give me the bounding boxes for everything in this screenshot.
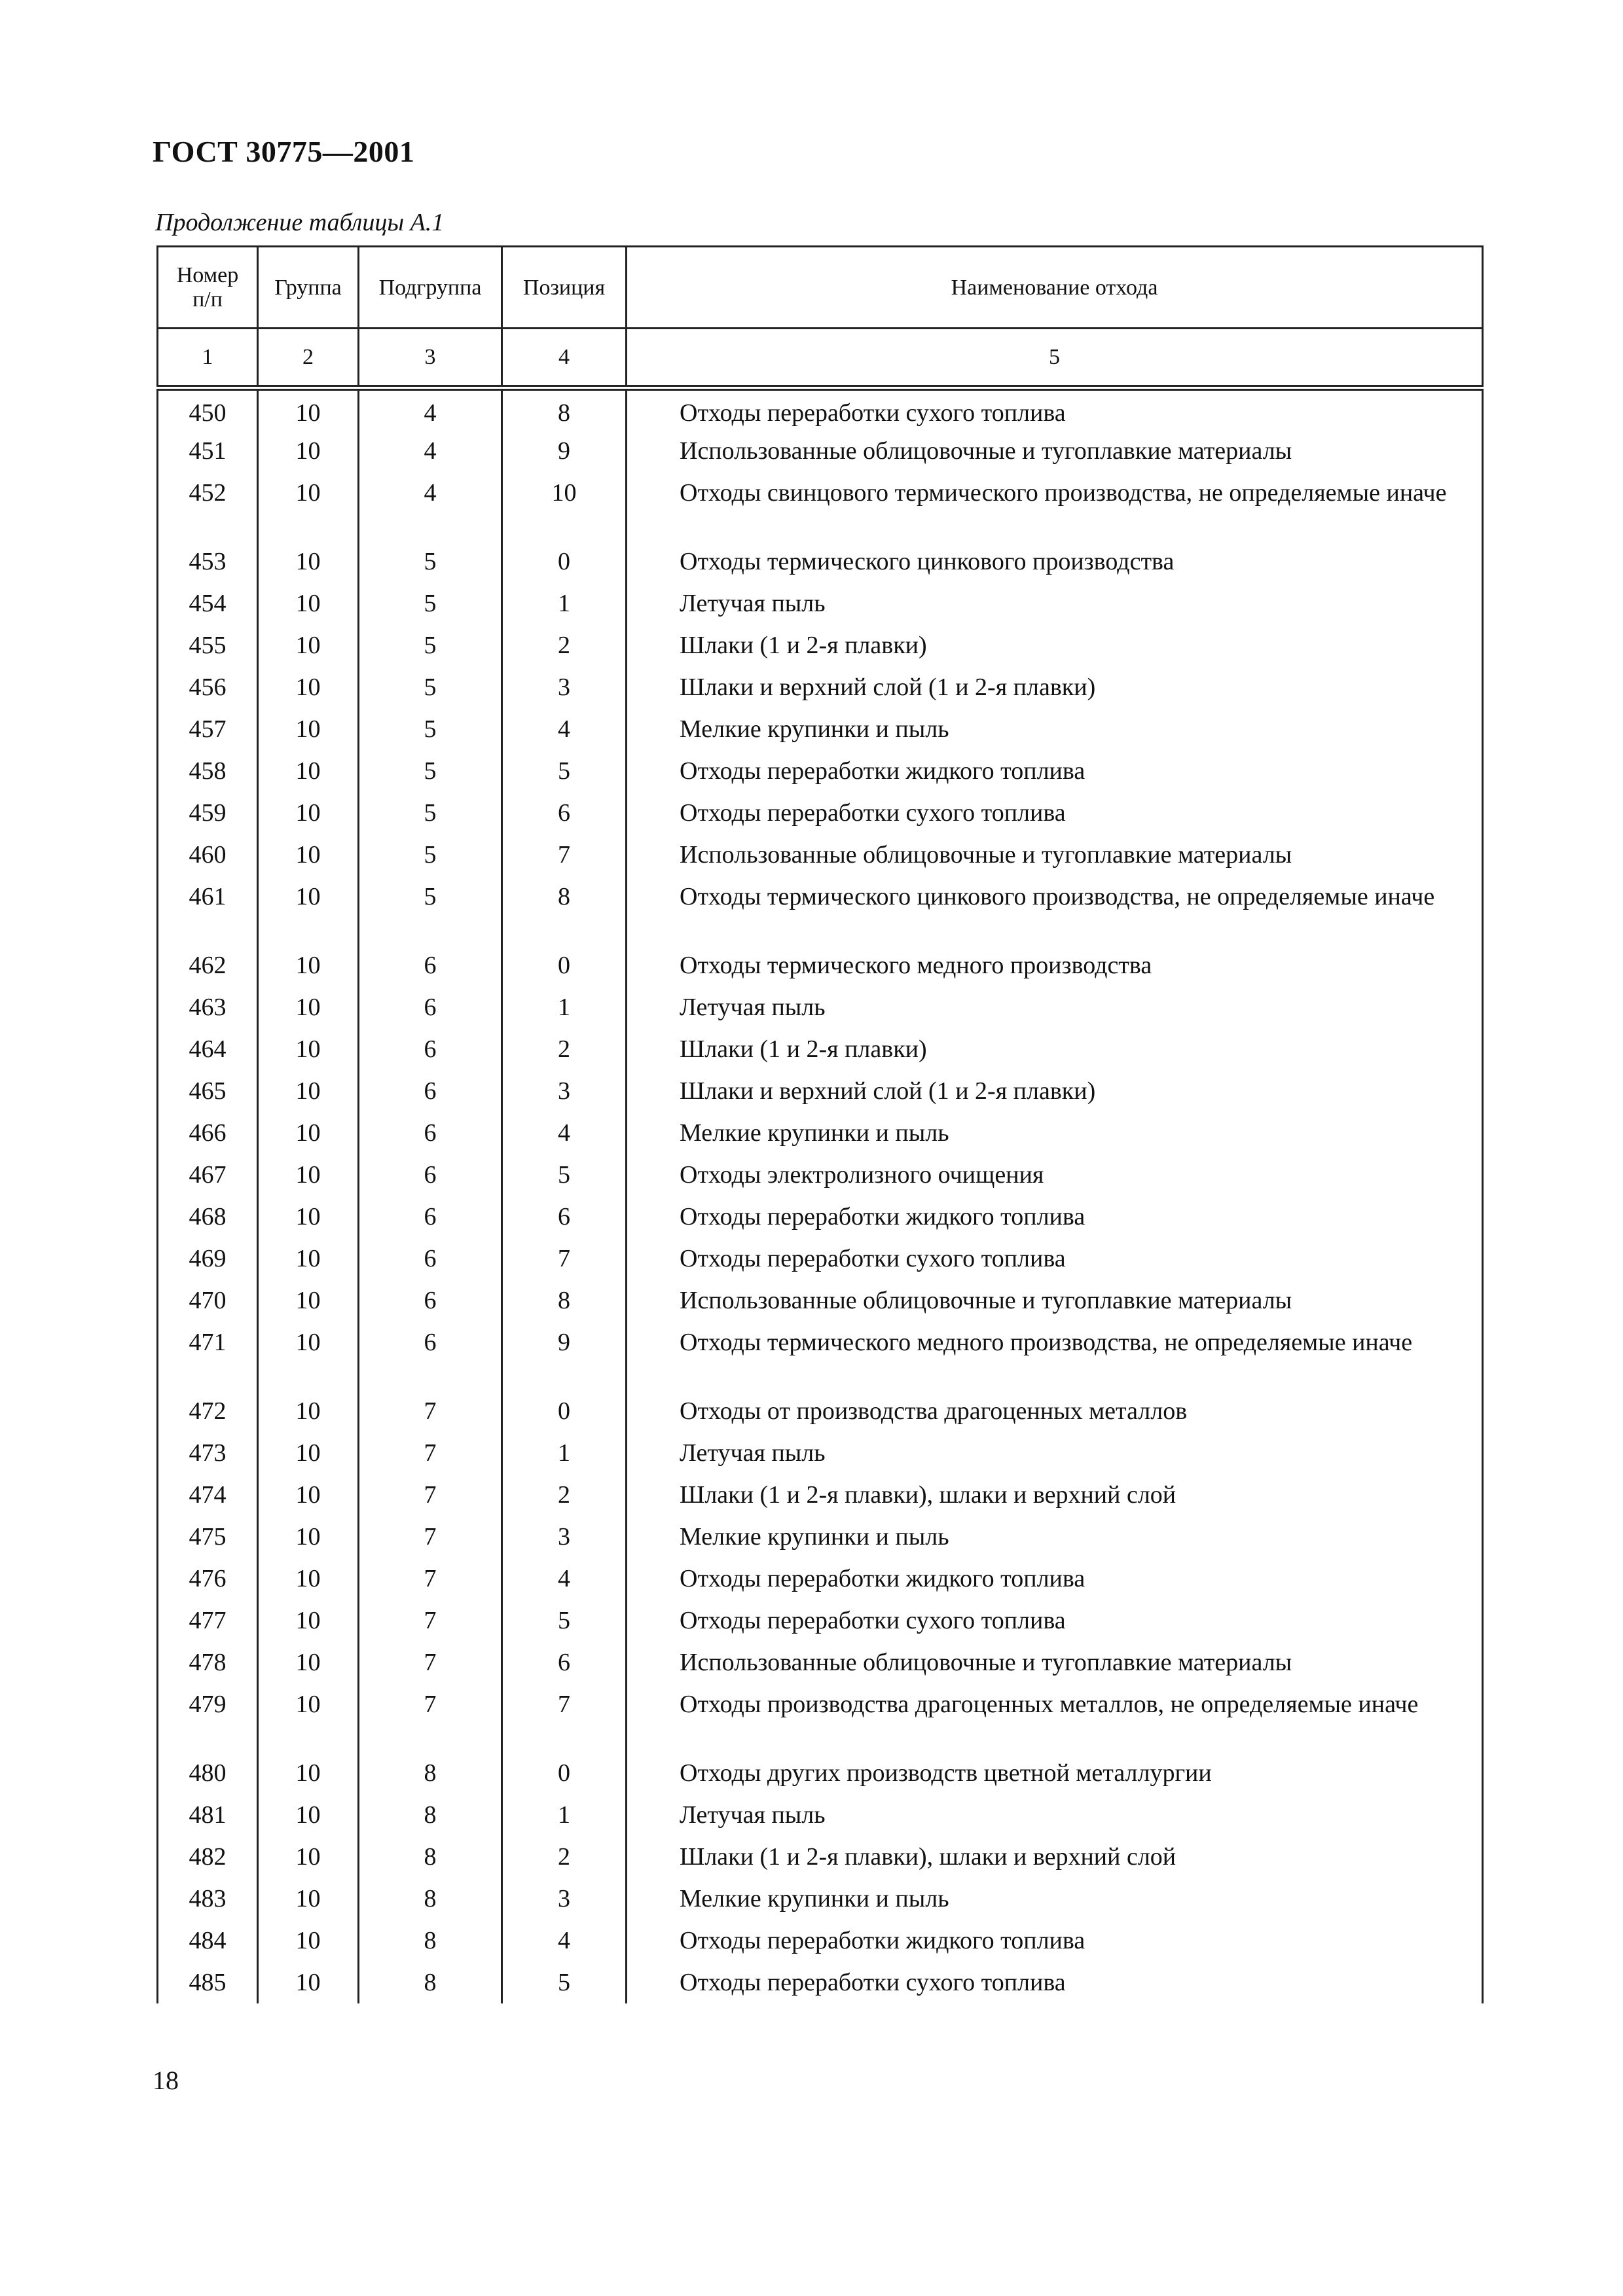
cell-group: 10 (258, 1600, 359, 1641)
cell-group: 10 (258, 1196, 359, 1238)
waste-name-text: Отходы производства драгоценных металлов, не определяемые иначе (680, 1690, 1419, 1718)
waste-name-text: Использованные облицовочные и тугоплавкие материалы (680, 437, 1292, 465)
cell-position: 2 (502, 1836, 627, 1878)
waste-name-text: Отходы переработки жидкого топлива (680, 1202, 1085, 1230)
cell-waste-name (627, 834, 1483, 876)
cell-group: 10 (258, 834, 359, 876)
cell-group: 10 (258, 1962, 359, 2003)
cell-subgroup: 4 (359, 472, 502, 541)
waste-name-text: Шлаки (1 и 2-я плавки) (680, 1035, 927, 1063)
cell-subgroup: 7 (359, 1600, 502, 1641)
table-row (158, 1028, 1483, 1070)
cell-subgroup: 8 (359, 1920, 502, 1962)
waste-name-text: Использованные облицовочные и тугоплавкие материалы (680, 1286, 1292, 1314)
cell-waste-name (627, 750, 1483, 792)
header-waste-name: Наименование отхода (627, 247, 1483, 329)
cell-waste-name (627, 1558, 1483, 1600)
header-position: Позиция (502, 247, 627, 329)
cell-group: 10 (258, 1070, 359, 1112)
cell-group: 10 (258, 1238, 359, 1280)
cell-group: 10 (258, 986, 359, 1028)
cell-waste-name (627, 1752, 1483, 1794)
cell-row-number: 455 (158, 624, 258, 666)
cell-group: 10 (258, 388, 359, 430)
cell-waste-name (627, 944, 1483, 986)
cell-subgroup: 6 (359, 1238, 502, 1280)
table-body (158, 388, 1483, 2003)
table-row (158, 1752, 1483, 1794)
table-row (158, 1516, 1483, 1558)
cell-group: 10 (258, 541, 359, 583)
cell-subgroup: 8 (359, 1878, 502, 1920)
cell-group: 10 (258, 1558, 359, 1600)
waste-name-text: Отходы электролизного очищения (680, 1160, 1044, 1189)
table-row (158, 1112, 1483, 1154)
cell-row-number: 461 (158, 876, 258, 944)
cell-group: 10 (258, 1028, 359, 1070)
cell-position: 4 (502, 708, 627, 750)
table-row (158, 624, 1483, 666)
cell-position: 7 (502, 834, 627, 876)
cell-row-number: 451 (158, 430, 258, 472)
table-row (158, 944, 1483, 986)
cell-subgroup: 5 (359, 750, 502, 792)
cell-waste-name (627, 1794, 1483, 1836)
cell-subgroup: 5 (359, 834, 502, 876)
cell-position: 9 (502, 430, 627, 472)
table-row (158, 1683, 1483, 1752)
table-row (158, 1432, 1483, 1474)
cell-position: 2 (502, 1028, 627, 1070)
cell-waste-name (627, 1238, 1483, 1280)
table-row (158, 583, 1483, 624)
cell-subgroup: 5 (359, 541, 502, 583)
cell-row-number: 481 (158, 1794, 258, 1836)
cell-position: 1 (502, 986, 627, 1028)
table-row (158, 541, 1483, 583)
cell-waste-name (627, 388, 1483, 430)
waste-name-text: Отходы от производства драгоценных металлов (680, 1397, 1188, 1425)
cell-subgroup: 7 (359, 1641, 502, 1683)
header-subgroup: Подгруппа (359, 247, 502, 329)
table-row (158, 1962, 1483, 2003)
table-row (158, 1196, 1483, 1238)
cell-group: 10 (258, 1836, 359, 1878)
cell-waste-name (627, 1321, 1483, 1390)
cell-waste-name (627, 1962, 1483, 2003)
waste-name-text: Летучая пыль (680, 1439, 826, 1467)
cell-waste-name (627, 1280, 1483, 1321)
page-number: 18 (153, 2066, 179, 2095)
cell-waste-name (627, 1683, 1483, 1752)
cell-waste-name (627, 1641, 1483, 1683)
cell-group: 10 (258, 1683, 359, 1752)
column-number-4: 4 (502, 329, 627, 388)
table-row (158, 750, 1483, 792)
cell-row-number: 479 (158, 1683, 258, 1752)
cell-row-number: 468 (158, 1196, 258, 1238)
cell-position: 9 (502, 1321, 627, 1390)
cell-row-number: 462 (158, 944, 258, 986)
column-number-3: 3 (359, 329, 502, 388)
table-row (158, 388, 1483, 430)
cell-waste-name (627, 1836, 1483, 1878)
cell-row-number: 453 (158, 541, 258, 583)
cell-position: 3 (502, 1070, 627, 1112)
cell-group: 10 (258, 1280, 359, 1321)
cell-position: 2 (502, 1474, 627, 1516)
cell-group: 10 (258, 750, 359, 792)
waste-name-text: Отходы переработки сухого топлива (680, 1968, 1066, 1996)
cell-subgroup: 6 (359, 1280, 502, 1321)
cell-row-number: 485 (158, 1962, 258, 2003)
cell-subgroup: 8 (359, 1962, 502, 2003)
table-row (158, 876, 1483, 944)
cell-row-number: 452 (158, 472, 258, 541)
waste-name-text: Мелкие крупинки и пыль (680, 1522, 949, 1551)
cell-waste-name (627, 792, 1483, 834)
table-row (158, 1600, 1483, 1641)
cell-subgroup: 6 (359, 1321, 502, 1390)
waste-name-text: Отходы термического медного производства (680, 951, 1152, 979)
waste-name-text: Отходы переработки сухого топлива (680, 1606, 1066, 1634)
cell-subgroup: 5 (359, 708, 502, 750)
cell-position: 8 (502, 876, 627, 944)
cell-position: 3 (502, 1516, 627, 1558)
cell-group: 10 (258, 1154, 359, 1196)
cell-subgroup: 7 (359, 1474, 502, 1516)
cell-row-number: 474 (158, 1474, 258, 1516)
cell-group: 10 (258, 876, 359, 944)
waste-name-text: Мелкие крупинки и пыль (680, 715, 949, 743)
cell-position: 1 (502, 583, 627, 624)
cell-group: 10 (258, 792, 359, 834)
cell-subgroup: 5 (359, 583, 502, 624)
cell-subgroup: 5 (359, 666, 502, 708)
cell-group: 10 (258, 472, 359, 541)
waste-name-text: Отходы переработки жидкого топлива (680, 1926, 1085, 1954)
cell-subgroup: 7 (359, 1390, 502, 1432)
cell-subgroup: 7 (359, 1558, 502, 1600)
cell-waste-name (627, 541, 1483, 583)
cell-position: 6 (502, 1196, 627, 1238)
cell-subgroup: 6 (359, 986, 502, 1028)
cell-row-number: 450 (158, 388, 258, 430)
table-row (158, 1794, 1483, 1836)
cell-waste-name (627, 1920, 1483, 1962)
cell-group: 10 (258, 1390, 359, 1432)
cell-position: 3 (502, 666, 627, 708)
table-row (158, 1280, 1483, 1321)
table-row (158, 1321, 1483, 1390)
cell-waste-name (627, 1474, 1483, 1516)
cell-waste-name (627, 876, 1483, 944)
cell-row-number: 476 (158, 1558, 258, 1600)
cell-waste-name (627, 1112, 1483, 1154)
waste-name-text: Отходы переработки жидкого топлива (680, 1564, 1085, 1592)
cell-row-number: 456 (158, 666, 258, 708)
column-number-2: 2 (258, 329, 359, 388)
cell-waste-name (627, 708, 1483, 750)
table-row (158, 834, 1483, 876)
waste-name-text: Летучая пыль (680, 1801, 826, 1829)
cell-row-number: 469 (158, 1238, 258, 1280)
cell-group: 10 (258, 1474, 359, 1516)
waste-name-text: Летучая пыль (680, 589, 826, 617)
table-row (158, 1878, 1483, 1920)
cell-row-number: 480 (158, 1752, 258, 1794)
cell-group: 10 (258, 1321, 359, 1390)
cell-waste-name (627, 1878, 1483, 1920)
cell-group: 10 (258, 666, 359, 708)
cell-position: 5 (502, 1154, 627, 1196)
cell-group: 10 (258, 430, 359, 472)
cell-group: 10 (258, 624, 359, 666)
cell-group: 10 (258, 1752, 359, 1794)
cell-row-number: 482 (158, 1836, 258, 1878)
waste-name-text: Отходы термического цинкового производства (680, 547, 1175, 575)
cell-waste-name (627, 1390, 1483, 1432)
cell-subgroup: 8 (359, 1794, 502, 1836)
cell-position: 3 (502, 1878, 627, 1920)
waste-name-text: Отходы свинцового термического производства, не определяемые иначе (680, 478, 1447, 507)
cell-subgroup: 7 (359, 1516, 502, 1558)
cell-row-number: 459 (158, 792, 258, 834)
waste-name-text: Отходы термического цинкового производства, не определяемые иначе (680, 882, 1435, 910)
cell-row-number: 475 (158, 1516, 258, 1558)
table-row (158, 708, 1483, 750)
waste-name-text: Мелкие крупинки и пыль (680, 1884, 949, 1912)
cell-position: 8 (502, 388, 627, 430)
cell-position: 5 (502, 1600, 627, 1641)
cell-waste-name (627, 1070, 1483, 1112)
header-group: Группа (258, 247, 359, 329)
table-row (158, 1070, 1483, 1112)
cell-group: 10 (258, 1516, 359, 1558)
cell-position: 4 (502, 1920, 627, 1962)
table-row (158, 1641, 1483, 1683)
cell-row-number: 457 (158, 708, 258, 750)
cell-position: 7 (502, 1683, 627, 1752)
waste-name-text: Использованные облицовочные и тугоплавкие материалы (680, 1648, 1292, 1676)
cell-group: 10 (258, 1878, 359, 1920)
cell-position: 2 (502, 624, 627, 666)
document-title: ГОСТ 30775—2001 (153, 135, 415, 168)
cell-row-number: 463 (158, 986, 258, 1028)
cell-position: 8 (502, 1280, 627, 1321)
table-row (158, 472, 1483, 541)
cell-position: 7 (502, 1238, 627, 1280)
table-row (158, 986, 1483, 1028)
cell-group: 10 (258, 1920, 359, 1962)
column-number-5: 5 (627, 329, 1483, 388)
waste-name-text: Летучая пыль (680, 993, 826, 1021)
cell-group: 10 (258, 1112, 359, 1154)
cell-subgroup: 6 (359, 1070, 502, 1112)
cell-row-number: 478 (158, 1641, 258, 1683)
cell-subgroup: 5 (359, 792, 502, 834)
cell-row-number: 460 (158, 834, 258, 876)
cell-row-number: 467 (158, 1154, 258, 1196)
waste-name-text: Использованные облицовочные и тугоплавкие материалы (680, 840, 1292, 869)
cell-row-number: 464 (158, 1028, 258, 1070)
waste-name-text: Шлаки и верхний слой (1 и 2-я плавки) (680, 673, 1096, 701)
cell-group: 10 (258, 1432, 359, 1474)
cell-row-number: 477 (158, 1600, 258, 1641)
cell-subgroup: 4 (359, 430, 502, 472)
cell-position: 0 (502, 944, 627, 986)
cell-row-number: 473 (158, 1432, 258, 1474)
cell-position: 6 (502, 792, 627, 834)
cell-position: 5 (502, 1962, 627, 2003)
table-row (158, 1558, 1483, 1600)
cell-position: 4 (502, 1558, 627, 1600)
cell-position: 1 (502, 1432, 627, 1474)
cell-waste-name (627, 624, 1483, 666)
cell-position: 0 (502, 1390, 627, 1432)
cell-row-number: 458 (158, 750, 258, 792)
table-row (158, 1836, 1483, 1878)
table-row (158, 1920, 1483, 1962)
cell-row-number: 483 (158, 1878, 258, 1920)
cell-row-number: 471 (158, 1321, 258, 1390)
waste-name-text: Шлаки (1 и 2-я плавки), шлаки и верхний слой (680, 1842, 1176, 1871)
waste-name-text: Отходы термического медного производства, не определяемые иначе (680, 1328, 1413, 1356)
cell-waste-name (627, 472, 1483, 541)
cell-waste-name (627, 1154, 1483, 1196)
table-row (158, 792, 1483, 834)
cell-subgroup: 6 (359, 1196, 502, 1238)
cell-row-number: 472 (158, 1390, 258, 1432)
cell-subgroup: 5 (359, 624, 502, 666)
table-row (158, 1154, 1483, 1196)
cell-waste-name (627, 1516, 1483, 1558)
cell-waste-name (627, 583, 1483, 624)
cell-subgroup: 4 (359, 388, 502, 430)
waste-name-text: Отходы переработки жидкого топлива (680, 757, 1085, 785)
cell-position: 1 (502, 1794, 627, 1836)
column-number-1: 1 (158, 329, 258, 388)
table-row (158, 1238, 1483, 1280)
cell-position: 10 (502, 472, 627, 541)
cell-waste-name (627, 430, 1483, 472)
waste-name-text: Отходы переработки сухого топлива (680, 399, 1066, 427)
cell-waste-name (627, 666, 1483, 708)
waste-name-text: Отходы переработки сухого топлива (680, 798, 1066, 827)
cell-group: 10 (258, 944, 359, 986)
cell-position: 0 (502, 1752, 627, 1794)
cell-subgroup: 8 (359, 1836, 502, 1878)
header-number: Номер п/п (158, 247, 258, 329)
cell-subgroup: 6 (359, 1154, 502, 1196)
table-row (158, 666, 1483, 708)
cell-position: 4 (502, 1112, 627, 1154)
waste-name-text: Мелкие крупинки и пыль (680, 1119, 949, 1147)
cell-subgroup: 6 (359, 944, 502, 986)
cell-group: 10 (258, 1794, 359, 1836)
cell-waste-name (627, 1028, 1483, 1070)
cell-row-number: 465 (158, 1070, 258, 1112)
waste-name-text: Отходы других производств цветной металлургии (680, 1759, 1212, 1787)
cell-subgroup: 8 (359, 1752, 502, 1794)
cell-subgroup: 6 (359, 1028, 502, 1070)
cell-waste-name (627, 1196, 1483, 1238)
cell-waste-name (627, 986, 1483, 1028)
table-header-row (158, 247, 1483, 329)
cell-row-number: 466 (158, 1112, 258, 1154)
cell-subgroup: 6 (359, 1112, 502, 1154)
waste-name-text: Шлаки и верхний слой (1 и 2-я плавки) (680, 1077, 1096, 1105)
cell-row-number: 454 (158, 583, 258, 624)
waste-table-container (156, 245, 1482, 2003)
table-column-numbers-row (158, 329, 1483, 388)
cell-waste-name (627, 1432, 1483, 1474)
cell-position: 0 (502, 541, 627, 583)
table-row (158, 1474, 1483, 1516)
cell-subgroup: 7 (359, 1683, 502, 1752)
cell-group: 10 (258, 708, 359, 750)
waste-name-text: Шлаки (1 и 2-я плавки), шлаки и верхний слой (680, 1480, 1176, 1509)
cell-row-number: 484 (158, 1920, 258, 1962)
cell-position: 5 (502, 750, 627, 792)
table-row (158, 430, 1483, 472)
table-row (158, 1390, 1483, 1432)
cell-row-number: 470 (158, 1280, 258, 1321)
waste-classification-table (156, 245, 1484, 2003)
waste-name-text: Шлаки (1 и 2-я плавки) (680, 631, 927, 659)
cell-position: 6 (502, 1641, 627, 1683)
cell-subgroup: 7 (359, 1432, 502, 1474)
cell-waste-name (627, 1600, 1483, 1641)
table-caption: Продолжение таблицы А.1 (155, 209, 445, 236)
cell-subgroup: 5 (359, 876, 502, 944)
waste-name-text: Отходы переработки сухого топлива (680, 1244, 1066, 1272)
cell-group: 10 (258, 1641, 359, 1683)
cell-group: 10 (258, 583, 359, 624)
